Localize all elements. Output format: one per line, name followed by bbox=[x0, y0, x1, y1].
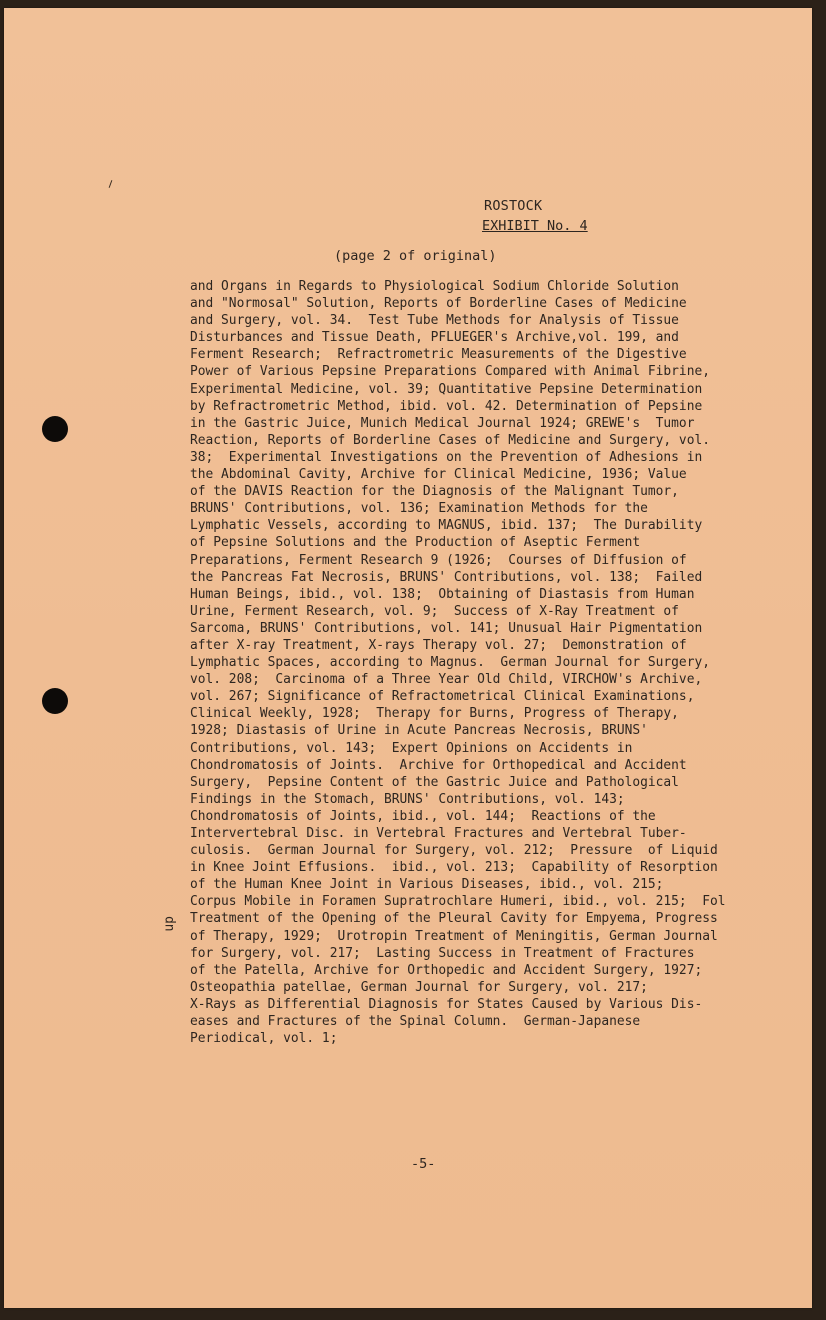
page-reference: (page 2 of original) bbox=[334, 248, 497, 264]
body-line: by Refractrometric Method, ibid. vol. 42. Determination of Pepsine bbox=[190, 398, 703, 414]
body-text bbox=[190, 278, 760, 1047]
body-line: vol. 208; Carcinoma of a Three Year Old Child, VIRCHOW's Archive, bbox=[190, 672, 703, 688]
body-line: Chondromatosis of Joints. Archive for Orthopedical and Accident bbox=[190, 757, 687, 773]
body-line: Human Beings, ibid., vol. 138; Obtaining of Diastasis from Human bbox=[190, 586, 695, 602]
punch-hole bbox=[42, 688, 68, 714]
stray-mark bbox=[109, 180, 113, 188]
body-line: Preparations, Ferment Research 9 (1926; Courses of Diffusion of bbox=[190, 552, 687, 568]
body-line: Clinical Weekly, 1928; Therapy for Burns, Progress of Therapy, bbox=[190, 706, 679, 722]
body-line: vol. 267; Significance of Refractometrical Clinical Examinations, bbox=[190, 689, 695, 705]
body-line: Periodical, vol. 1; bbox=[190, 1031, 338, 1047]
body-line: Sarcoma, BRUNS' Contributions, vol. 141; Unusual Hair Pigmentation bbox=[190, 620, 703, 636]
body-line: of the Human Knee Joint in Various Diseases, ibid., vol. 215; bbox=[190, 877, 664, 893]
body-line: Reaction, Reports of Borderline Cases of Medicine and Surgery, vol. bbox=[190, 432, 710, 448]
body-line: the Abdominal Cavity, Archive for Clinical Medicine, 1936; Value bbox=[190, 467, 687, 483]
body-line: Contributions, vol. 143; Expert Opinions on Accidents in bbox=[190, 740, 633, 756]
document-page bbox=[4, 8, 812, 1308]
body-line: BRUNS' Contributions, vol. 136; Examination Methods for the bbox=[190, 501, 648, 517]
body-line: Corpus Mobile in Foramen Supratrochlare Humeri, ibid., vol. 215; Fol bbox=[190, 894, 726, 910]
body-line: eases and Fractures of the Spinal Column. German-Japanese bbox=[190, 1014, 641, 1030]
body-line: Ferment Research; Refractrometric Measurements of the Digestive bbox=[190, 347, 687, 363]
body-line: for Surgery, vol. 217; Lasting Success in Treatment of Fractures bbox=[190, 945, 695, 961]
body-line: of the Patella, Archive for Orthopedic and Accident Surgery, 1927; bbox=[190, 962, 703, 978]
header-title: ROSTOCK bbox=[484, 198, 543, 214]
body-line: Power of Various Pepsine Preparations Compared with Animal Fibrine, bbox=[190, 364, 710, 380]
body-line: Findings in the Stomach, BRUNS' Contributions, vol. 143; bbox=[190, 791, 625, 807]
body-line: 1928; Diastasis of Urine in Acute Pancreas Necrosis, BRUNS' bbox=[190, 723, 648, 739]
punch-hole bbox=[42, 416, 68, 442]
body-line: culosis. German Journal for Surgery, vol. 212; Pressure of Liquid bbox=[190, 843, 718, 859]
body-line: Surgery, Pepsine Content of the Gastric Juice and Pathological bbox=[190, 774, 679, 790]
body-line: Experimental Medicine, vol. 39; Quantitative Pepsine Determination bbox=[190, 381, 703, 397]
body-line: Disturbances and Tissue Death, PFLUEGER's Archive,vol. 199, and bbox=[190, 330, 679, 346]
body-line: and "Normosal" Solution, Reports of Borderline Cases of Medicine bbox=[190, 296, 687, 312]
body-line: Osteopathia patellae, German Journal for Surgery, vol. 217; bbox=[190, 979, 648, 995]
margin-note: up bbox=[162, 916, 177, 932]
body-line: of the DAVIS Reaction for the Diagnosis of the Malignant Tumor, bbox=[190, 484, 679, 500]
body-line: Lymphatic Spaces, according to Magnus. German Journal for Surgery, bbox=[190, 655, 710, 671]
body-line: Lymphatic Vessels, according to MAGNUS, ibid. 137; The Durability bbox=[190, 518, 703, 534]
body-line: 38; Experimental Investigations on the Prevention of Adhesions in bbox=[190, 449, 703, 465]
body-line: after X-ray Treatment, X-rays Therapy vol. 27; Demonstration of bbox=[190, 637, 687, 653]
body-line: and Surgery, vol. 34. Test Tube Methods for Analysis of Tissue bbox=[190, 313, 679, 329]
body-line: Intervertebral Disc. in Vertebral Fractures and Vertebral Tuber- bbox=[190, 826, 687, 841]
body-line: Urine, Ferment Research, vol. 9; Success of X-Ray Treatment of bbox=[190, 603, 679, 619]
exhibit-number: EXHIBIT No. 4 bbox=[482, 218, 588, 234]
body-line: X-Rays as Differential Diagnosis for States Caused by Various Dis- bbox=[190, 996, 703, 1012]
body-line: of Therapy, 1929; Urotropin Treatment of Meningitis, German Journal bbox=[190, 928, 718, 944]
body-line: in the Gastric Juice, Munich Medical Journal 1924; GREWE's Tumor bbox=[190, 415, 695, 431]
body-line: in Knee Joint Effusions. ibid., vol. 213; Capability of Resorption bbox=[190, 860, 718, 876]
body-line: Chondromatosis of Joints, ibid., vol. 144; Reactions of the bbox=[190, 808, 656, 824]
body-line: of Pepsine Solutions and the Production of Aseptic Ferment bbox=[190, 535, 641, 551]
body-line: Treatment of the Opening of the Pleural Cavity for Empyema, Progress bbox=[190, 911, 718, 927]
body-line: the Pancreas Fat Necrosis, BRUNS' Contributions, vol. 138; Failed bbox=[190, 569, 703, 585]
body-line: and Organs in Regards to Physiological Sodium Chloride Solution bbox=[190, 279, 679, 294]
page-number: -5- bbox=[411, 1156, 436, 1172]
